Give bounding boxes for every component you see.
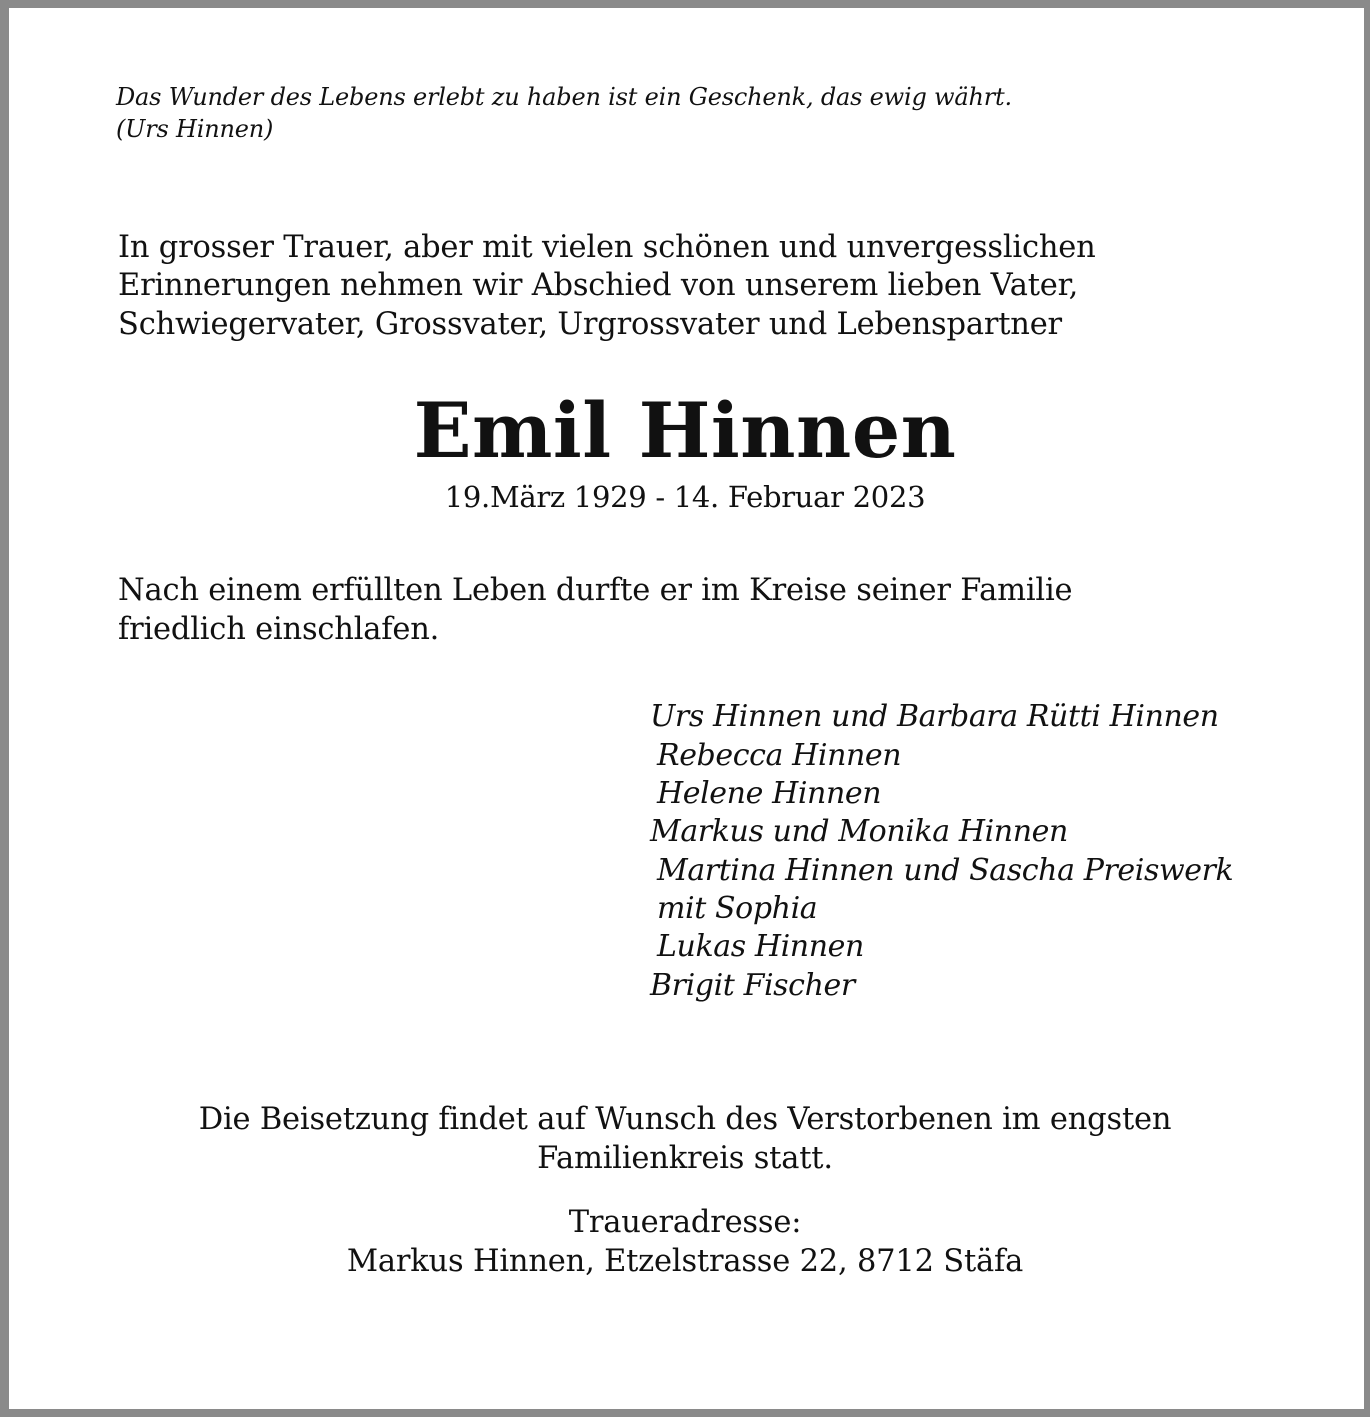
intro-line: Erinnerungen nehmen wir Abschied von unserem lieben Vater, xyxy=(118,268,1079,303)
funeral-line: Die Beisetzung findet auf Wunsch des Verstorbenen im engsten xyxy=(198,1102,1172,1137)
intro-line: In grosser Trauer, aber mit vielen schönen und unvergesslichen xyxy=(118,230,1096,265)
mourner-name: Rebecca Hinnen xyxy=(657,738,902,773)
statement-line: friedlich einschlafen. xyxy=(118,612,440,647)
deceased-name: Emil Hinnen xyxy=(413,386,957,475)
mourner-name: Martina Hinnen und Sascha Preiswerk xyxy=(657,853,1234,888)
motto-author: (Urs Hinnen) xyxy=(116,115,274,143)
intro-line: Schwiegervater, Grossvater, Urgrossvater und Lebenspartner xyxy=(118,307,1062,342)
funeral-line: Familienkreis statt. xyxy=(537,1141,833,1176)
life-dates: 19.März 1929 - 14. Februar 2023 xyxy=(444,480,926,514)
motto-quote: Das Wunder des Lebens erlebt zu haben ist ein Geschenk, das ewig währt. xyxy=(116,83,1012,111)
mourner-name: Lukas Hinnen xyxy=(657,929,864,964)
mourner-name: Urs Hinnen und Barbara Rütti Hinnen xyxy=(650,699,1219,734)
mourner-name: mit Sophia xyxy=(657,891,818,926)
address-label: Traueradresse: xyxy=(568,1205,802,1240)
address-value: Markus Hinnen, Etzelstrasse 22, 8712 Stäfa xyxy=(346,1244,1024,1279)
mourner-name: Markus und Monika Hinnen xyxy=(650,814,1068,849)
mourner-name: Brigit Fischer xyxy=(650,968,855,1003)
statement-line: Nach einem erfüllten Leben durfte er im Kreise seiner Familie xyxy=(118,573,1073,608)
mourner-name: Helene Hinnen xyxy=(657,776,882,811)
